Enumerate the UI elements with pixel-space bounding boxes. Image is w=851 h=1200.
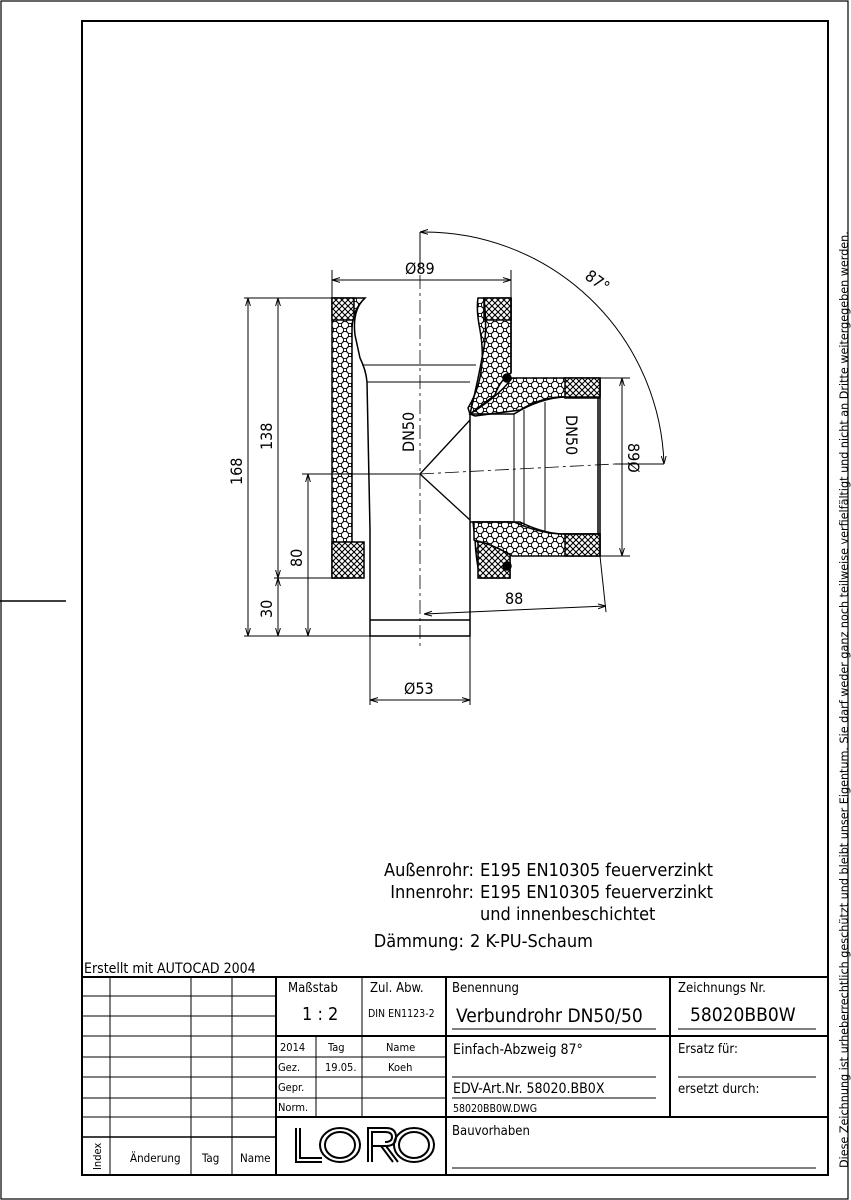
insulation-value: 2 K-PU-Schaum: [470, 931, 593, 952]
norm-label: Norm.: [278, 1101, 309, 1114]
right-cap-top: [484, 298, 511, 320]
tolerance-value: DIN EN1123-2: [368, 1008, 435, 1020]
label-branch-dn: DN50: [562, 415, 581, 456]
dim-total-height: 168: [227, 457, 246, 485]
project-label: Bauvorhaben: [452, 1124, 530, 1139]
dimensions: [244, 232, 664, 705]
article-no: EDV-Art.Nr. 58020.BB0X: [453, 1081, 605, 1097]
loro-logo: [296, 1128, 434, 1162]
insulation-label: Dämmung:: [373, 931, 464, 952]
scale-value: 1 : 2: [302, 1004, 339, 1025]
revision-name: Name: [240, 1151, 271, 1165]
dim-branch-length: 88: [505, 589, 524, 608]
branch-centerline: [420, 464, 615, 474]
day-label: Tag: [328, 1041, 345, 1054]
name-label: Name: [386, 1041, 416, 1054]
drawing-no-value: 58020BB0W: [690, 1004, 796, 1026]
drawn-name: Koeh: [388, 1061, 413, 1074]
branch-cone: [420, 420, 470, 520]
inner-pipe-label: Innenrohr:: [390, 882, 474, 903]
left-insulation: [332, 298, 365, 578]
left-cap-bottom: [332, 542, 364, 578]
dimension-labels: [227, 259, 643, 698]
revision-change: Änderung: [130, 1151, 181, 1165]
drawing-no-label: Zeichnungs Nr.: [678, 981, 766, 996]
copyright-note: Diese Zeichnung ist urheberrechtlich geschützt und bleibt unser Eigentum. Sie darf weder ganz noch teilweise verfielfältigt und nicht an Dritte weitergegeben werden.: [838, 231, 851, 1168]
dim-spigot: 30: [257, 599, 276, 618]
dim-angle: 87°: [581, 266, 614, 297]
drawn-day: 19.05.: [325, 1061, 357, 1074]
checked-label: Gepr.: [278, 1081, 305, 1094]
outer-pipe-value: E195 EN10305 feuerverzinkt: [480, 860, 713, 881]
inner-pipe-value-2: und innenbeschichtet: [480, 904, 656, 925]
scale-label: Maßstab: [288, 981, 338, 996]
created-with: Erstellt mit AUTOCAD 2004: [84, 961, 256, 977]
label-main-dn: DN50: [399, 411, 418, 452]
year: 2014: [280, 1041, 306, 1054]
branch-cap-upper: [565, 378, 600, 398]
dim-upper-height: 138: [257, 422, 276, 450]
file-name: 58020BB0W.DWG: [453, 1103, 538, 1115]
left-cap-top: [332, 298, 354, 320]
dim-branch-diameter: 89Ø: [624, 443, 643, 473]
dim-top-diameter: Ø89: [405, 259, 435, 278]
inner-pipe-value: E195 EN10305 feuerverzinkt: [480, 882, 713, 903]
dim-branch-height: 80: [287, 548, 306, 567]
tolerance-label: Zul. Abw.: [370, 981, 424, 996]
designation-label: Benennung: [452, 981, 519, 996]
pipe-tee-drawing: [332, 275, 615, 650]
revision-index: Index: [91, 1142, 104, 1170]
designation-value: Verbundrohr DN50/50: [456, 1005, 643, 1027]
branch-cap-lower: [565, 534, 600, 556]
revision-day: Tag: [202, 1151, 220, 1165]
material-notes: [374, 860, 713, 952]
drawn-label: Gez.: [278, 1061, 301, 1074]
replacement-for-label: Ersatz für:: [678, 1042, 738, 1057]
subtitle: Einfach-Abzweig 87°: [453, 1042, 583, 1058]
dim-bottom-diameter: Ø53: [404, 679, 434, 698]
outer-pipe-label: Außenrohr:: [384, 860, 474, 881]
replaced-by-label: ersetzt durch:: [678, 1082, 760, 1097]
